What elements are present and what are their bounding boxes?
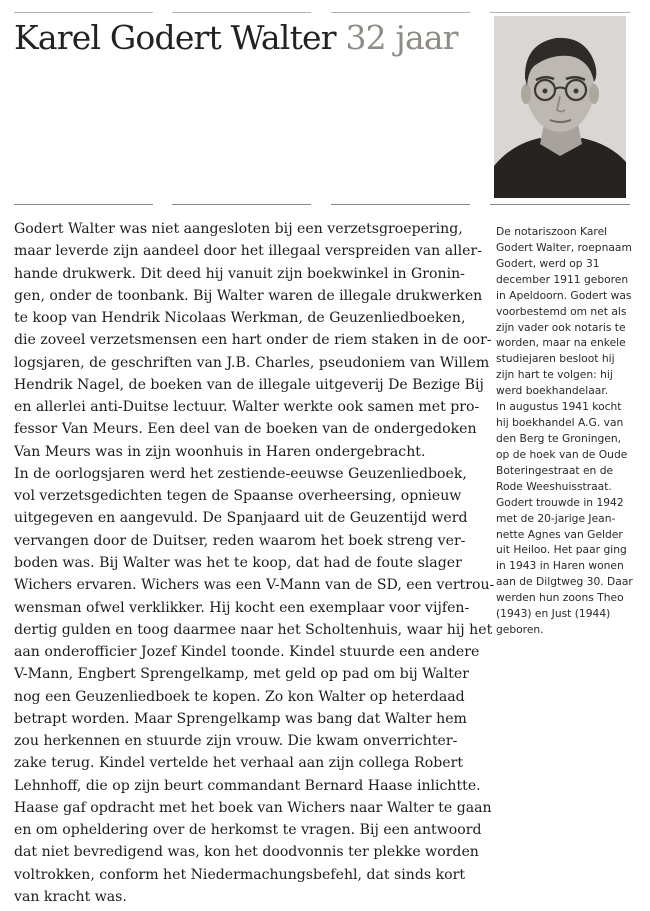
body-text-line: Hendrik Nagel, de boeken van de illegale uitgeverij De Bezige Bij — [14, 376, 484, 393]
caption-line: nette Agnes van Gelder — [496, 527, 623, 541]
body-text-line: dertig gulden en toog daarmee naar het Scholtenhuis, waar hij het — [14, 621, 493, 638]
top-rule-4 — [490, 12, 630, 13]
caption-line: hij boekhandel A.G. van — [496, 416, 624, 430]
portrait-icon — [494, 16, 626, 198]
caption-line: Godert trouwde in 1942 — [496, 495, 624, 509]
body-text-line: vol verzetsgedichten tegen de Spaanse overheersing, opnieuw — [14, 488, 462, 505]
body-text-line: die zoveel verzetsmensen een hart onder de riem staken in de oor- — [14, 332, 492, 349]
body-text-line: dat niet bevredigend was, kon het doodvonnis ter plekke worden — [14, 844, 479, 861]
caption-line: den Berg te Groningen, — [496, 431, 622, 445]
article-body — [14, 218, 495, 908]
caption-line: werden hun zoons Theo — [496, 591, 624, 605]
caption-line: Boteringestraat en de — [496, 463, 614, 477]
caption-line: studiejaren besloot hij — [496, 352, 615, 366]
caption-line: op de hoek van de Oude — [496, 447, 628, 461]
portrait-photo — [494, 16, 626, 198]
body-text-line: gen, onder de toonbank. Bij Walter waren de illegale drukwerken — [14, 287, 483, 304]
body-text-line: zake terug. Kindel vertelde het verhaal aan zijn collega Robert — [14, 755, 464, 772]
body-text-line: fessor Van Meurs. Een deel van de boeken van de ondergedoken — [14, 421, 477, 438]
body-text-line: en om opheldering over de herkomst te vragen. Bij een antwoord — [14, 822, 482, 839]
portrait-caption — [496, 224, 646, 638]
body-text-line: Godert Walter was niet aangesloten bij een verzetsgroepering, — [14, 221, 463, 237]
body-text-line: nog een Geuzenliedboek te kopen. Zo kon Walter op heterdaad — [14, 688, 465, 705]
caption-line: werd boekhandelaar. — [496, 384, 609, 398]
body-text-line: logsjaren, de geschriften van J.B. Charles, pseudoniem van Willem — [14, 354, 490, 371]
body-text-line: te koop van Hendrik Nicolaas Werkman, de Geuzenliedboeken, — [14, 310, 466, 327]
caption-line: zijn vader ook notaris te — [496, 320, 626, 334]
caption-line: worden, maar na enkele — [496, 336, 626, 350]
header-rule-1 — [14, 204, 153, 205]
caption-line: geboren. — [496, 623, 544, 637]
body-text-line: Wichers ervaren. Wichers was een V-Mann van de SD, een vertrou- — [14, 577, 495, 594]
body-text-line: zou herkennen en stuurde zijn vrouw. Die kwam onverrichter- — [14, 733, 458, 750]
body-text-line: van kracht was. — [14, 888, 127, 905]
page-title — [14, 18, 458, 57]
body-text-line: betrapt worden. Maar Sprengelkamp was bang dat Walter hem — [14, 710, 467, 727]
body-text-line: wensman ofwel verklikker. Hij kocht een exemplaar voor vijfen- — [14, 599, 470, 616]
top-rule-2 — [172, 12, 311, 13]
body-text-line: maar leverde zijn aandeel door het illegaal verspreiden van aller- — [14, 243, 482, 260]
body-text-line: Lehnhoff, die op zijn beurt commandant Bernard Haase inlichtte. — [14, 777, 481, 794]
caption-line: Godert Walter, roepnaam — [496, 240, 632, 254]
caption-line: zijn hart te volgen: hij — [496, 368, 613, 382]
caption-line: De notariszoon Karel — [496, 225, 608, 238]
body-text-line: uitgegeven en aangevuld. De Spanjaard uit de Geuzentijd werd — [14, 510, 468, 527]
body-text-line: boden was. Bij Walter was het te koop, dat had de foute slager — [14, 554, 462, 571]
caption-line: uit Heiloo. Het paar ging — [496, 543, 627, 557]
caption-line: in 1943 in Haren wonen — [496, 559, 624, 573]
person-age: 32 jaar — [345, 18, 458, 57]
body-text-line: V-Mann, Engbert Sprengelkamp, met geld op pad om bij Walter — [14, 666, 469, 683]
caption-line: aan de Dilgtweg 30. Daar — [496, 575, 633, 589]
body-text-line: Haase gaf opdracht met het boek van Wichers naar Walter te gaan — [14, 799, 492, 816]
person-name: Karel Godert Walter — [14, 18, 336, 57]
body-text-line: aan onderofficier Jozef Kindel toonde. Kindel stuurde een andere — [14, 644, 480, 661]
header-rule-3 — [331, 204, 470, 205]
body-text-line: en allerlei anti-Duitse lectuur. Walter werkte ook samen met pro- — [14, 399, 480, 416]
header-rule-2 — [172, 204, 311, 205]
caption-line: Godert, werd op 31 — [496, 256, 600, 270]
caption-line: Rode Weeshuisstraat. — [496, 479, 612, 493]
body-text-line: hande drukwerk. Dit deed hij vanuit zijn boekwinkel in Gronin- — [14, 265, 465, 282]
body-text-line: voltrokken, conform het Niedermachungsbefehl, dat sinds kort — [14, 866, 466, 883]
body-text-line: In de oorlogsjaren werd het zestiende-eeuwse Geuzenliedboek, — [14, 465, 467, 482]
header-rule-4 — [490, 204, 630, 205]
body-text-line: vervangen door de Duitser, reden waarom het boek streng ver- — [14, 532, 466, 549]
caption-line: (1943) en Just (1944) — [496, 607, 611, 621]
top-rule-1 — [14, 12, 153, 13]
caption-line: met de 20-jarige Jean- — [496, 511, 616, 525]
caption-line: in Apeldoorn. Godert was — [496, 288, 632, 302]
top-rule-3 — [331, 12, 470, 13]
caption-line: In augustus 1941 kocht — [496, 400, 622, 414]
caption-line: voorbestemd om net als — [496, 304, 627, 318]
caption-line: december 1911 geboren — [496, 272, 629, 286]
body-text-line: Van Meurs was in zijn woonhuis in Haren ondergebracht. — [14, 443, 426, 460]
